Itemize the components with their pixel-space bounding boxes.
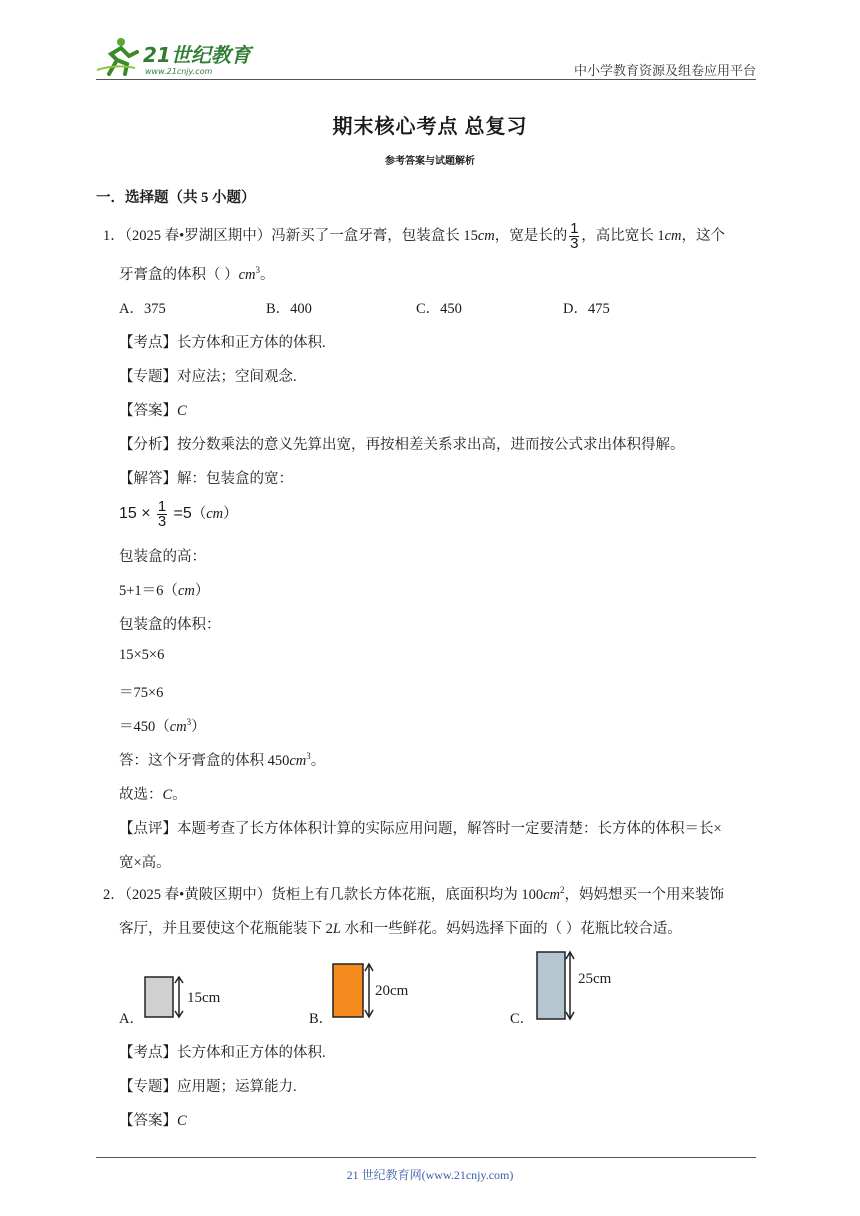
q1-jieda: 【解答】解：包装盒的宽：: [119, 471, 293, 487]
q1-answer: 【答案】C: [119, 403, 187, 419]
q2-kaodian: 【考点】长方体和正方体的体积.: [119, 1045, 326, 1061]
q1-calc-width: 15 × $\frac{1}{3}$ =5（cm）: [119, 498, 238, 530]
platform-name: 中小学教育资源及组卷应用平台: [573, 63, 756, 78]
q2-option-b-label[interactable]: B．: [309, 1011, 334, 1027]
logo-url: www.21cnjy.com: [145, 67, 213, 76]
q2-option-a-vase[interactable]: [143, 975, 243, 1026]
logo-text: 21世纪教育: [143, 43, 251, 67]
page-subtitle: 参考答案与试题解析: [385, 156, 475, 167]
footer-link[interactable]: 21 世纪教育网(www.21cnjy.com): [346, 1168, 514, 1182]
header-divider: [96, 79, 756, 80]
q1-fenxi: 【分析】按分数乘法的意义先算出宽，再按相差关系求出高，进而按公式求出体积得解。: [119, 437, 685, 453]
q1-gao-calc: 5+1＝6（cm）: [119, 583, 210, 599]
page-title: 期末核心考点 总复习: [332, 116, 528, 138]
q2-option-a-height: 15cm: [187, 990, 221, 1006]
q2-zhuanti: 【专题】应用题；运算能力.: [119, 1079, 297, 1095]
q1-step2: ＝75×6: [119, 685, 164, 701]
q1-option-b[interactable]: B．400: [266, 301, 312, 317]
q2-stem-line1: 2．（2025 春•黄陂区期中）货柜上有几款长方体花瓶，底面积均为 $100cm^2$，妈妈想买一个用来装饰: [103, 885, 724, 903]
q1-stem-line1: 1．（2025 春•罗湖区期中）冯新买了一盒牙膏，包装盒长 15cm，宽是长的 $\frac{1}{3}$ ，高比宽长 1cm，这个: [103, 220, 726, 252]
site-logo: [95, 34, 255, 80]
section-heading: 一．选择题（共 5 小题）: [96, 190, 256, 206]
footer-divider: [96, 1157, 756, 1158]
q1-option-d[interactable]: D．475: [563, 301, 610, 317]
q1-tiji-label: 包装盒的体积：: [119, 617, 221, 633]
q1-fraction: $\frac{1}{3}$: [570, 220, 579, 252]
q1-option-c[interactable]: C．450: [416, 301, 462, 317]
q1-step1: 15×5×6: [119, 647, 165, 663]
q2-stem-line2: 客厅，并且要使这个花瓶能装下 2L 水和一些鲜花。妈妈选择下面的（ ）花瓶比较合适。: [119, 921, 682, 937]
q2-option-a-label[interactable]: A．: [119, 1011, 144, 1027]
q2-option-b-vase[interactable]: [331, 962, 431, 1025]
q2-option-c-vase[interactable]: [535, 950, 635, 1027]
q1-calc-fraction: $\frac{1}{3}$: [157, 498, 167, 530]
q1-choice: 故选：C。: [119, 787, 187, 803]
q2-option-c-label[interactable]: C．: [510, 1011, 535, 1027]
q2-answer: 【答案】C: [119, 1113, 187, 1129]
q1-dianping-line2: 宽×高。: [119, 855, 171, 871]
q1-zhuanti: 【专题】对应法；空间观念.: [119, 369, 297, 385]
q1-stem-line2: 牙膏盒的体积（ ）$cm^3$。: [119, 265, 275, 283]
q1-gao-label: 包装盒的高：: [119, 549, 206, 565]
q1-final-answer: 答：这个牙膏盒的体积 $450cm^3$。: [119, 751, 326, 769]
q2-option-c-height: 25cm: [578, 971, 612, 987]
q1-dianping-line1: 【点评】本题考查了长方体体积计算的实际应用问题，解答时一定要清楚：长方体的体积＝长×: [119, 821, 722, 837]
q1-option-a[interactable]: A．375: [119, 301, 166, 317]
q2-option-b-height: 20cm: [375, 983, 409, 999]
q1-kaodian: 【考点】长方体和正方体的体积.: [119, 335, 326, 351]
q1-step3: $=450(cm^3)$: [119, 717, 206, 735]
